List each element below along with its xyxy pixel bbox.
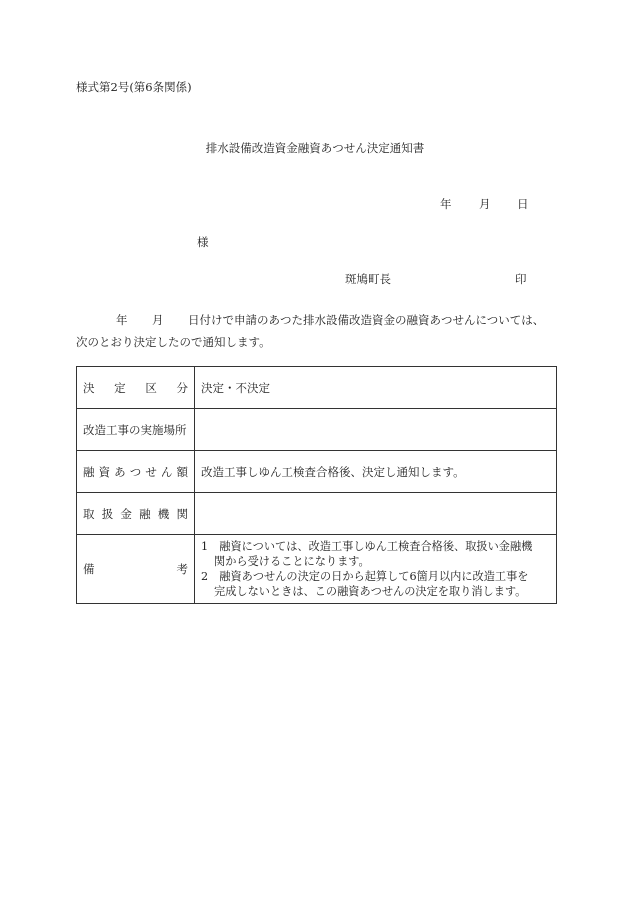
addressee-suffix: 様 (197, 235, 209, 249)
body-line2-text: 次のとおり決定したので通知します。 (76, 335, 271, 349)
date-day-label: 日 (517, 197, 529, 211)
table-row (77, 535, 557, 604)
table-row (77, 409, 557, 451)
row-value-remarks (195, 535, 557, 604)
decision-table (76, 366, 557, 604)
row-value-decision-type: 決定・不決定 (195, 367, 557, 409)
body-month-label: 月 (152, 313, 164, 327)
row-label-loan-amount: 融 資 あ つ せ ん 額 (77, 451, 195, 493)
body-year-label: 年 (116, 313, 128, 327)
date-year-label: 年 (440, 197, 452, 211)
table-row (77, 367, 557, 409)
remark-2-line1: 2 融資あつせんの決定の日から起算して6箇月以内に改造工事を (201, 570, 529, 583)
remark-2-line2: 完成しないときは、この融資あつせんの決定を取り消します。 (214, 585, 527, 598)
row-label-decision-type: 決 定 区 分 (77, 367, 195, 409)
row-value-financial-institution (195, 493, 557, 535)
body-paragraph (76, 309, 558, 353)
remark-1-line1: 1 融資については、改造工事しゆん工検査合格後、取扱い金融機 (201, 540, 533, 553)
body-line1-text: 日付けで申請のあつた排水設備改造資金の融資あつせんについては、 (188, 313, 545, 327)
form-number: 様式第2号(第6条関係) (76, 80, 192, 94)
row-label-financial-institution: 取 扱 金 融 機 関 (77, 493, 195, 535)
remark-1-line2: 関から受けることになります。 (214, 555, 370, 568)
issuer-name: 斑鳩町長 (345, 272, 391, 286)
document-title: 排水設備改造資金融資あつせん決定通知書 (205, 141, 425, 155)
row-label-remarks: 備 考 (77, 535, 195, 604)
table-row (77, 493, 557, 535)
seal-mark: 印 (515, 272, 527, 286)
row-label-work-location: 改造工事の実施場所 (77, 409, 195, 451)
row-value-work-location (195, 409, 557, 451)
row-value-loan-amount: 改造工事しゆん工検査合格後、決定し通知します。 (195, 451, 557, 493)
table-row (77, 451, 557, 493)
date-month-label: 月 (479, 197, 491, 211)
